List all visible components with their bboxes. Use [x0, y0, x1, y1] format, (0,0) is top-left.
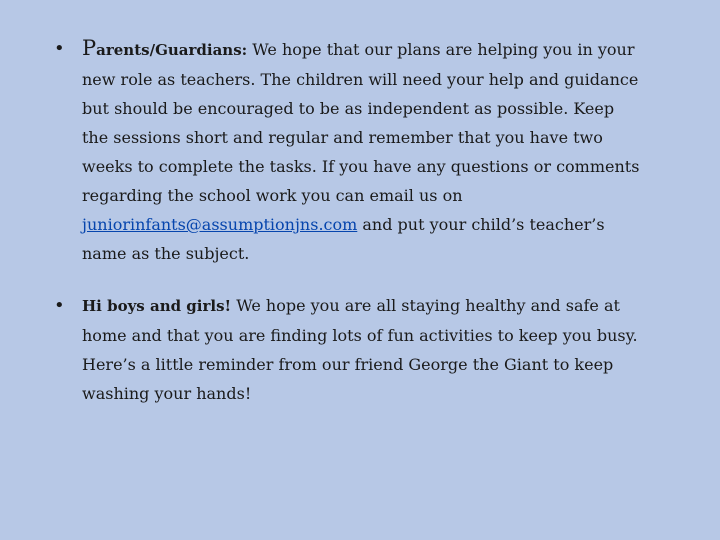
- children-message-text: We hope you are all staying healthy and safe at home and that you are finding lots of fun activities to keep you busy. Here’s a little reminder from our friend George the Giant to keep washing your hands!: [82, 296, 638, 403]
- heading-capital: P: [82, 36, 97, 60]
- heading-rest: arents/Guardians:: [96, 41, 248, 59]
- children-heading: Hi boys and girls!: [82, 297, 232, 315]
- parents-guardians-item: [50, 34, 640, 268]
- parents-guardians-heading: [82, 36, 248, 60]
- parents-message-closing: and put your child’s teacher’s name as the subject.: [82, 215, 605, 263]
- email-link[interactable]: juniorinfants@assumptionjns.com: [82, 215, 358, 234]
- children-item: [50, 291, 640, 408]
- parents-message-text: We hope that our plans are helping you in your new role as teachers. The children will need your help and guidance but should be encouraged to be as independent as possible. Keep the sessions short and regular and remember that you have two weeks to complete the tasks. If you have any questions or comments regarding the school work you can email us on: [82, 40, 640, 205]
- bullet-list: [50, 34, 640, 408]
- bullet-icon: •: [54, 295, 65, 316]
- bullet-icon: •: [54, 38, 65, 59]
